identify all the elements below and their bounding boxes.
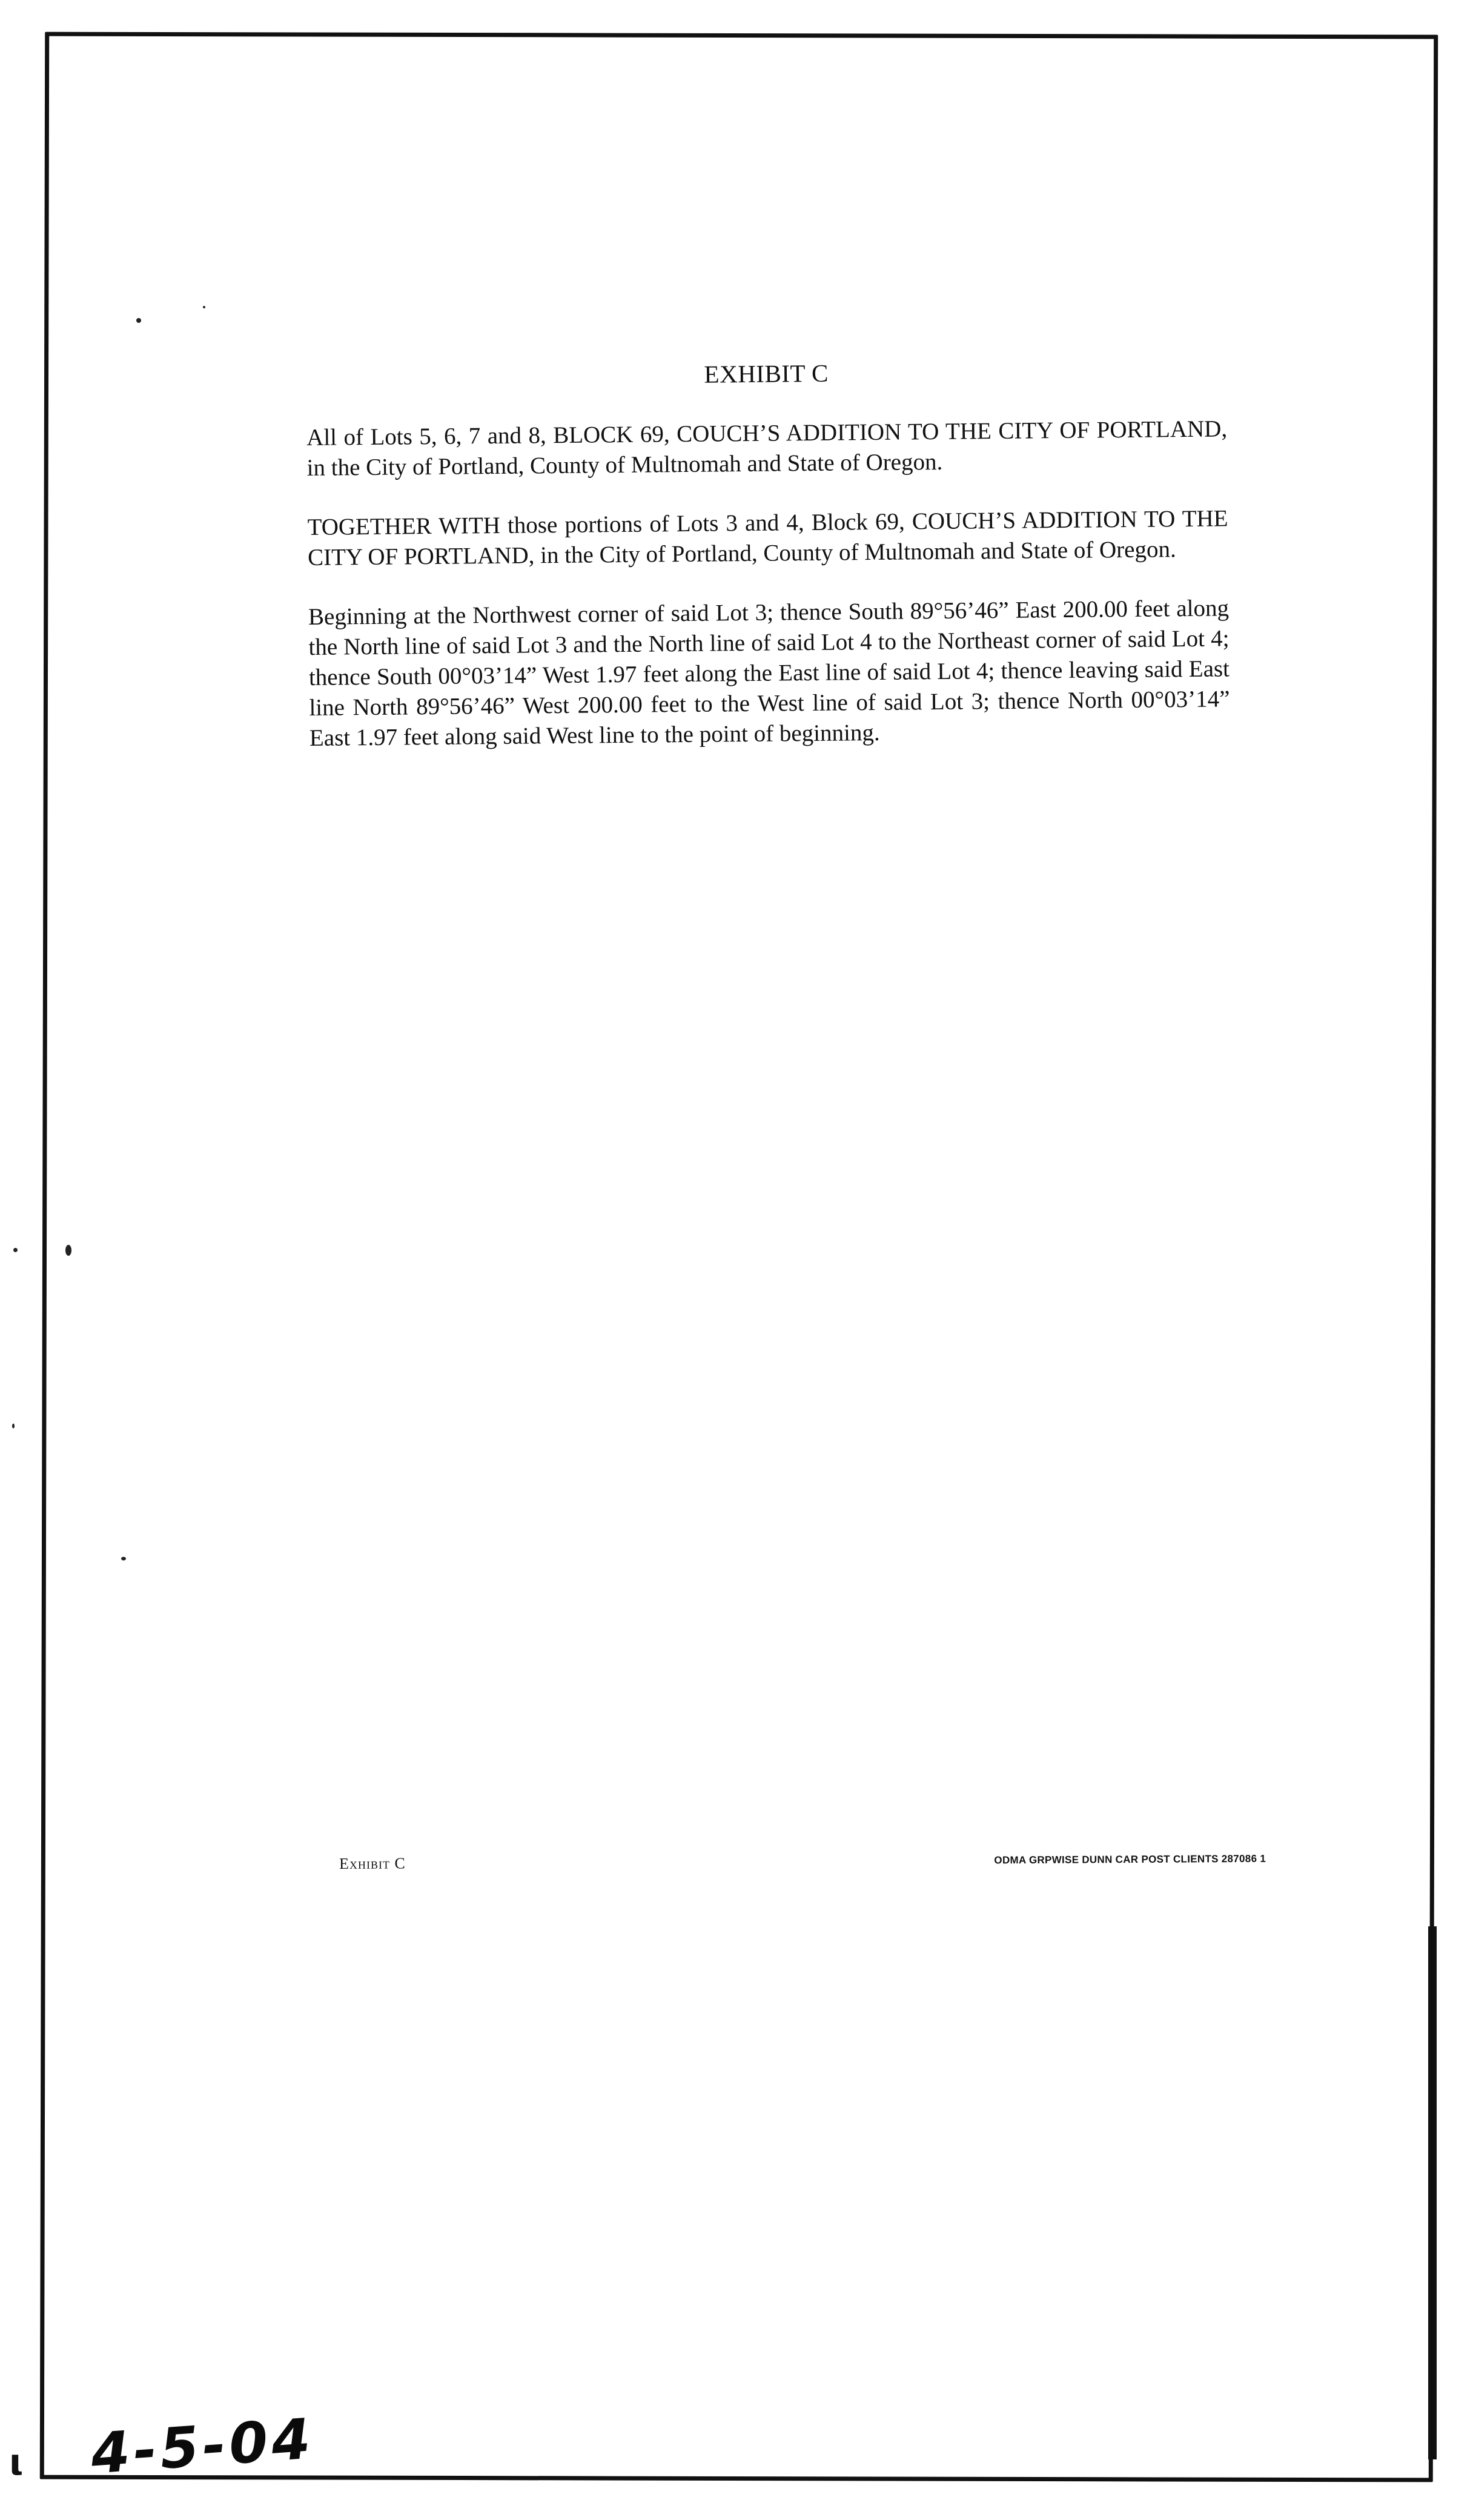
scan-speck — [203, 306, 205, 308]
paragraph-together-with: TOGETHER WITH those portions of Lots 3 and 4, Block 69, COUCH’S ADDITION TO THE CITY OF PORTLAND, in the City of Portland, County of Multnomah and State of Oregon. — [307, 505, 1228, 571]
scan-speck — [121, 1557, 126, 1560]
margin-mark: ι — [9, 2441, 24, 2484]
footer-exhibit-label: Exhibit C — [339, 1854, 406, 1872]
footer-document-path: ODMA GRPWISE DUNN CAR POST CLIENTS 287086 1 — [994, 1852, 1266, 1866]
scan-speck — [13, 1248, 18, 1252]
page-border-edge — [1428, 1926, 1437, 2459]
scan-speck — [65, 1245, 71, 1256]
exhibit-body — [306, 354, 1231, 783]
paragraph-lots: All of Lots 5, 6, 7 and 8, BLOCK 69, COUCH’S ADDITION TO THE CITY OF PORTLAND, in the City of Portland, County of Multnomah and State of Oregon. — [306, 416, 1228, 481]
scan-speck — [12, 1424, 15, 1428]
paragraph-metes-and-bounds: Beginning at the Northwest corner of said Lot 3; thence South 89°56’46” East 200.00 feet along the North line of said Lot 3 and the North line of said Lot 4 to the Northeast corner of said Lot 4; thence South 00°03’14” West 1.97 feet along the East line of said Lot 4; thence leaving said East line North 89°56’46” West 200.00 feet to the West line of said Lot 3; thence North 00°03’14” East 1.97 feet along said West line to the point of beginning. — [308, 595, 1230, 751]
scan-speck — [136, 318, 141, 323]
exhibit-title: EXHIBIT C — [704, 359, 829, 388]
handwritten-date: 4-5-04 — [88, 2406, 316, 2487]
